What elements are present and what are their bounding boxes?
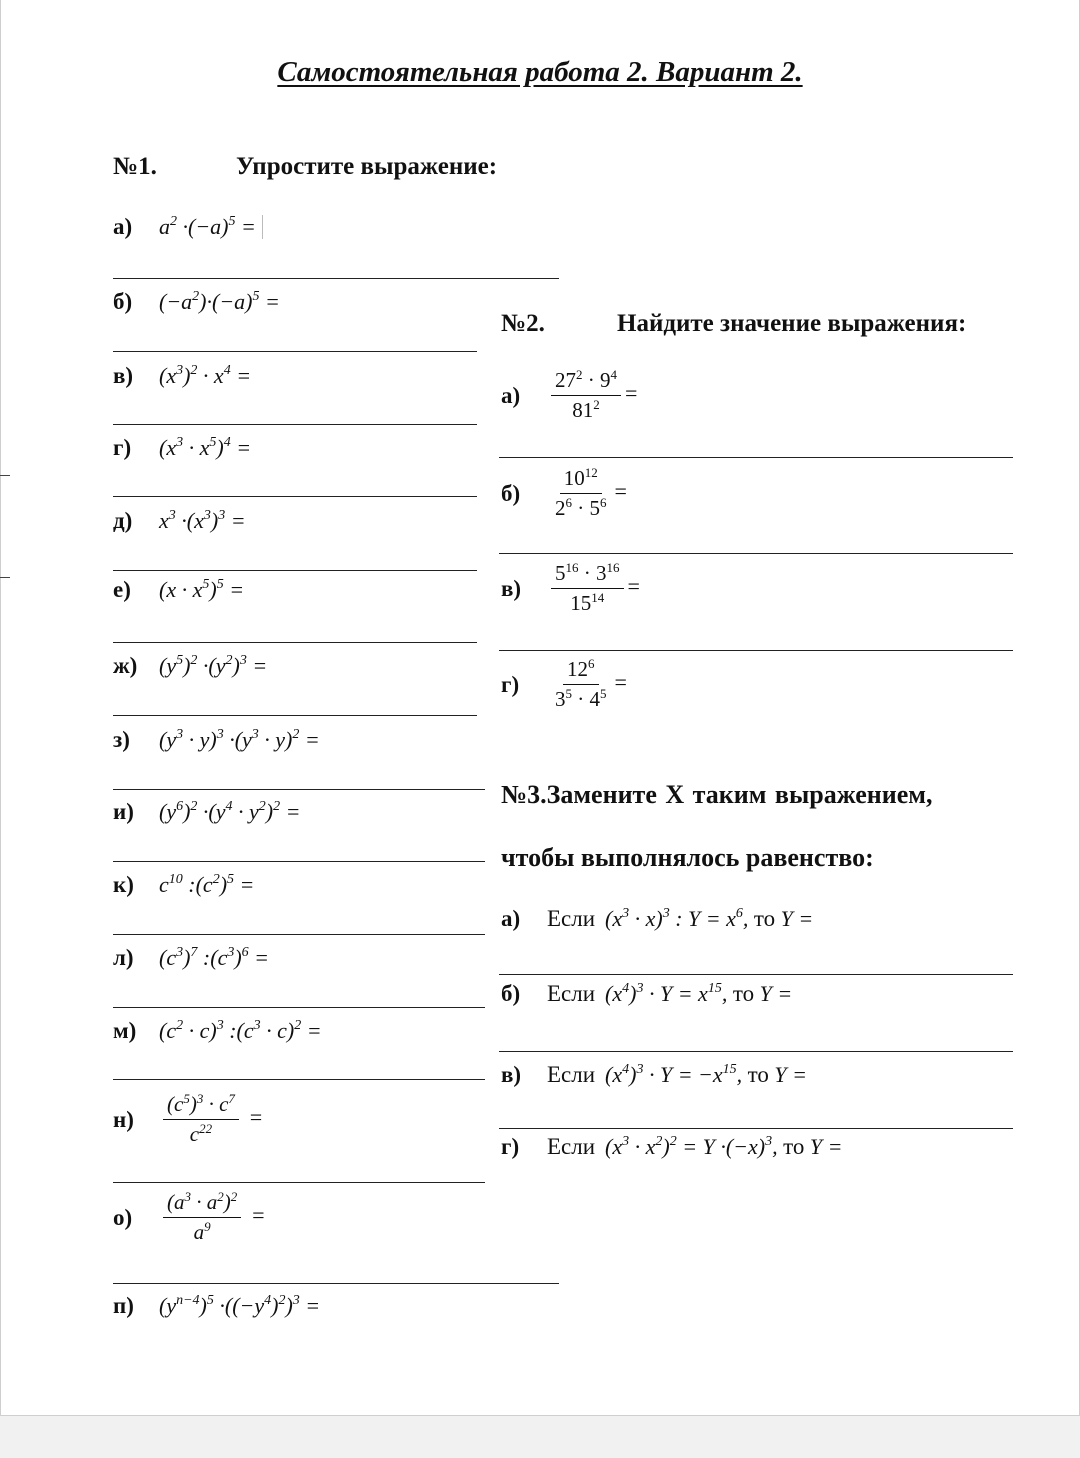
- item-label: з): [113, 727, 130, 752]
- task2-item-b: [501, 466, 627, 521]
- expression: $(x^4)^3 \cdot Y = -x^{15}$,: [605, 1062, 748, 1087]
- expression: $a^2 \cdot(-a)^5$ =: [159, 214, 256, 239]
- task2-number: №2.: [501, 310, 545, 337]
- expression: $\frac{27^2 \cdot 9^4}{81^2}$ =: [547, 368, 637, 423]
- expression: $c^{10}$ $:(c^2)^5$ =: [159, 872, 255, 897]
- expression: $(x^3)^2 \cdot x^4$ =: [159, 363, 252, 388]
- viewer-bottom-strip: [0, 1415, 1080, 1458]
- word-if: Если: [547, 981, 596, 1006]
- item-label: н): [113, 1106, 134, 1132]
- answer-line: [113, 1182, 485, 1183]
- task1-item-v: [113, 363, 251, 389]
- task2-prompt: Найдите значение выражения:: [617, 310, 967, 337]
- answer-line: [113, 278, 559, 279]
- task3-item-a: [501, 906, 813, 932]
- expression: $\frac{(a^3 \cdot a^2)^2}{a^9}$ =: [159, 1190, 266, 1245]
- answer-line: [113, 570, 477, 571]
- item-label: б): [113, 289, 133, 314]
- answer-line: [113, 351, 477, 352]
- expression: Y =: [804, 1134, 843, 1159]
- expression: $(x^4)^3 \cdot Y = x^{15}$,: [605, 981, 733, 1006]
- expression: $(y^3 \cdot y)^3 \cdot(y^3 \cdot y)^2$ =: [159, 727, 320, 752]
- word-if: Если: [547, 1062, 596, 1087]
- task1-item-l: [113, 945, 269, 971]
- item-label: ж): [113, 653, 138, 678]
- word-then: то: [732, 981, 755, 1006]
- page-title: Самостоятельная работа 2. Вариант 2.: [277, 56, 803, 88]
- task1-item-m: [113, 1018, 322, 1044]
- item-label: б): [501, 480, 521, 506]
- word-then: то: [747, 1062, 769, 1087]
- answer-line: [499, 974, 1013, 975]
- item-label: и): [113, 799, 134, 824]
- expression: $(-a^2)\cdot(-a)^5$ =: [159, 289, 280, 314]
- item-label: в): [501, 1062, 522, 1087]
- answer-line: [499, 457, 1013, 458]
- task1-item-g: [113, 435, 251, 461]
- margin-tick: [0, 577, 10, 578]
- item-label: л): [113, 945, 134, 970]
- item-label: д): [113, 508, 133, 533]
- answer-line: [113, 642, 477, 643]
- expression: $(y^5)^2 \cdot(y^2)^3$ =: [159, 653, 268, 678]
- expression: $(y^6)^2 \cdot(y^4 \cdot y^2)^2$ =: [159, 799, 301, 824]
- item-label: к): [113, 872, 134, 897]
- task3-item-g: [501, 1134, 842, 1160]
- word-then: то: [783, 1134, 805, 1159]
- answer-line: [499, 650, 1013, 651]
- task1-item-i: [113, 799, 300, 825]
- answer-line: [113, 424, 477, 425]
- item-label: п): [113, 1293, 134, 1318]
- task1-number: №1.: [113, 153, 157, 180]
- item-label: г): [113, 435, 132, 460]
- task3-item-b: [501, 981, 792, 1007]
- item-label: о): [113, 1204, 133, 1230]
- expression: $(x \cdot x^5)^5$ =: [159, 577, 245, 602]
- item-label: г): [501, 1134, 520, 1159]
- task1-item-o: [113, 1190, 266, 1245]
- word-if: Если: [547, 1134, 596, 1159]
- expression: $\frac{(c^5)^3 \cdot c^7}{c^{22}}$ =: [159, 1092, 263, 1147]
- expression: Y =: [768, 1062, 808, 1087]
- item-label: г): [501, 671, 520, 697]
- item-label: а): [501, 382, 521, 408]
- task1-item-k: [113, 872, 254, 898]
- expression: $\frac{12^6}{3^5 \cdot 4^5}$ =: [555, 656, 627, 711]
- item-label: а): [113, 214, 133, 239]
- expression: $(c^3)^7$ $:(c^3)^6$ =: [159, 945, 270, 970]
- task2-item-g: [501, 657, 627, 712]
- task2-item-a: [501, 368, 637, 423]
- item-label: в): [113, 363, 134, 388]
- task1-item-n: [113, 1092, 263, 1147]
- task1-item-d: [113, 508, 246, 534]
- answer-line: [113, 496, 477, 497]
- answer-line: [113, 934, 485, 935]
- task1-item-z: [113, 727, 320, 753]
- margin-tick: [0, 475, 10, 476]
- answer-line: [113, 1007, 485, 1008]
- answer-line: [113, 715, 477, 716]
- answer-line: [499, 553, 1013, 554]
- task1-prompt: Упростите выражение:: [236, 153, 498, 180]
- expression: $x^3 \cdot(x^3)^3$ =: [159, 508, 246, 533]
- task3-item-v: [501, 1062, 807, 1088]
- item-label: а): [501, 906, 521, 931]
- expression: $\frac{10^{12}}{2^6 \cdot 5^6}$ =: [555, 465, 627, 520]
- answer-line: [113, 1283, 559, 1284]
- expression: $(x^3 \cdot x)^3$ : $Y = x^6$,: [605, 906, 754, 931]
- answer-line: [113, 861, 485, 862]
- item-label: е): [113, 577, 131, 602]
- page-left-edge: [0, 0, 1, 1415]
- item-label: б): [501, 981, 521, 1006]
- task1-item-p: [113, 1293, 320, 1319]
- expression: $(x^3 \cdot x^5)^4$ =: [159, 435, 252, 460]
- task1-item-e: [113, 577, 244, 603]
- text-cursor: [262, 215, 263, 239]
- task1-item-a: [113, 214, 263, 240]
- word-if: Если: [547, 906, 596, 931]
- expression: $(x^3 \cdot x^2)^2 = Y \cdot(-x)^3$,: [605, 1134, 784, 1159]
- task3-heading: №3.Замените X таким выражением,: [501, 780, 933, 809]
- expression: $\frac{5^{16} \cdot 3^{16}}{15^{14}}$ =: [547, 561, 640, 616]
- expression: Y =: [775, 906, 814, 931]
- word-then: то: [753, 906, 776, 931]
- item-label: в): [501, 575, 522, 601]
- task1-item-zh: [113, 653, 267, 679]
- task2-item-v: [501, 561, 640, 616]
- answer-line: [113, 789, 485, 790]
- expression: $(c^2 \cdot c)^3$ $:(c^3 \cdot c)^2$ =: [159, 1018, 322, 1043]
- task3-heading-cont: чтобы выполнялось равенство:: [501, 843, 874, 872]
- item-label: м): [113, 1018, 137, 1043]
- answer-line: [499, 1128, 1013, 1129]
- task1-item-b: [113, 289, 280, 315]
- answer-line: [113, 1079, 485, 1080]
- expression: Y =: [754, 981, 793, 1006]
- expression: $(y^{n-4})^5 \cdot((-y^4)^2)^3$ =: [159, 1293, 321, 1318]
- answer-line: [499, 1051, 1013, 1052]
